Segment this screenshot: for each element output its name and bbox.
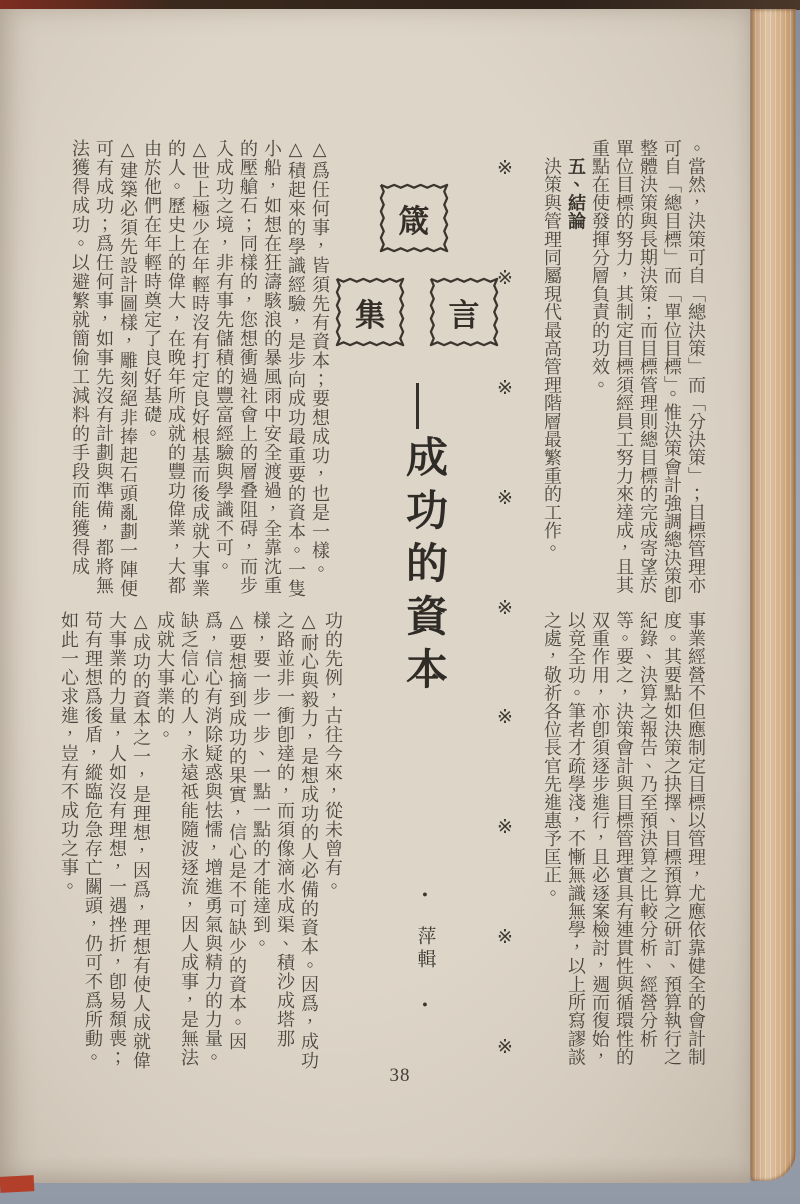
asterism-icon: ※ [497,817,513,839]
article-subtitle: 成功的資本 [400,435,446,700]
book-cover-corner [0,1175,34,1193]
paragraph-decision-policy: 。當然，決策可自「總決策」而「分決策」；目標管理亦可自「總目標」而「單位目標」。惟決策會計強調總決策卽整體決策與長期決策；而目標管理則總目標的完成寄望於單位目標的努力，其制定目標須經員工努力來達成，且其重點在使發揮分層負責的功效。 [590,139,706,604]
aphorism: △爲任何事，皆須先有資本；要想成功，也是一樣。 [310,139,330,579]
aphorism: △積起來的學識經驗，是步向成功最重要的資本。一隻小船，如想在狂濤駭浪的暴風雨中安全渡過，全靠沈重的壓艙石；同樣的，您想衝過社會上的層叠阻碍，而步入成功之境，非有事先儲積的豐富經驗與學識不可。 [214,139,306,598]
title-char: 集 [354,297,386,333]
page-stack-edge [750,9,796,1181]
asterism-icon: ※ [497,1037,513,1058]
editor-credit [409,889,441,1009]
editor-name: 萍輯 [414,926,436,972]
paragraph-conclusion-lead: 決策與管理同屬現代最高管理階層最繁重的工作。 [542,139,562,558]
editor-dot-icon: ● [422,999,428,1009]
aphorism: △要想摘到成功的果實，信心是不可缺少的資本。因爲，信心有消除疑惑與怯懦，增進勇氣與精力的力量。缺乏信心的人，永遠祗能隨波逐流，因人成事，是無法成就大事業的。 [155,611,247,1067]
asterism-icon: ※ [497,377,513,399]
right-article-lower-band [540,611,708,1073]
boxed-title-char-zhen [379,183,449,253]
left-article-lower-band [57,611,345,1073]
page-number: 38 [389,1065,411,1086]
title-dash-line [416,383,419,429]
asterism-icon: ※ [497,927,513,949]
aphorism: △世上極少在年輕時沒有打定良好根基而後成就大事業的人。歷史上的偉大，在晚年所成就的豐功偉業，大都由於他們在年輕時奠定了良好基礎。 [142,139,210,598]
boxed-title-char-ji [335,277,405,347]
title-char: 言 [448,297,480,333]
asterism-icon: ※ [497,487,513,509]
book-page [0,9,750,1183]
aphorism-continuation: 功的先例，古往今來，從未曾有。 [323,611,343,896]
aphorism: △建築必須先設計圖樣，雕刻絕非捧起石頭亂劃一陣便可有成功；爲任何事，如事先沒有計劃與準備，都將無法獲得成功。以避繁就簡偷工減料的手段而能獲得成 [70,139,138,598]
editor-dot-icon: ● [422,889,428,899]
asterism-icon: ※ [497,267,513,289]
aphorism: △耐心與毅力，是想成功的人必備的資本。因爲，成功之路並非一衝卽達的，而須像滴水成渠、積沙成塔那樣，要一步一步、一點一點的才能達到。 [251,611,319,1070]
asterism-icon: ※ [497,597,513,619]
section-heading-conclusion: 五、結論 [566,139,586,230]
right-article-upper-band [540,139,708,607]
title-char: 箴 [398,203,430,239]
left-article-upper-band [68,139,332,607]
asterism-icon: ※ [497,707,513,729]
aphorism: △成功的資本之一，是理想，因爲，理想有使人成就偉大事業的力量，人如沒有理想，一遇挫折，卽易頹喪；苟有理想爲後盾，縱臨危急存亡關頭，仍可不爲所動。如此一心求進，豈有不成功之事。 [59,611,151,1070]
article-title-block [333,177,503,1027]
boxed-title-char-yan [429,277,499,347]
asterism-icon: ※ [497,158,513,179]
paragraph-conclusion-body: 事業經營不但應制定目標以管理，尤應依靠健全的會計制度。其要點如決策之抉擇、目標預算之研訂、預算執行之紀錄、決算之報告、乃至預決算之比較分析、經營分析等。要之，決策會計與目標管理實具有連貫性與循環性的双重作用，亦卽須逐步進行，且必逐案檢討，週而復始，以竟全功。筆者才疏學淺，不慚無識無學，以上所寫謬談之處，敬祈各位長官先進惠予匡正。 [542,611,706,1066]
